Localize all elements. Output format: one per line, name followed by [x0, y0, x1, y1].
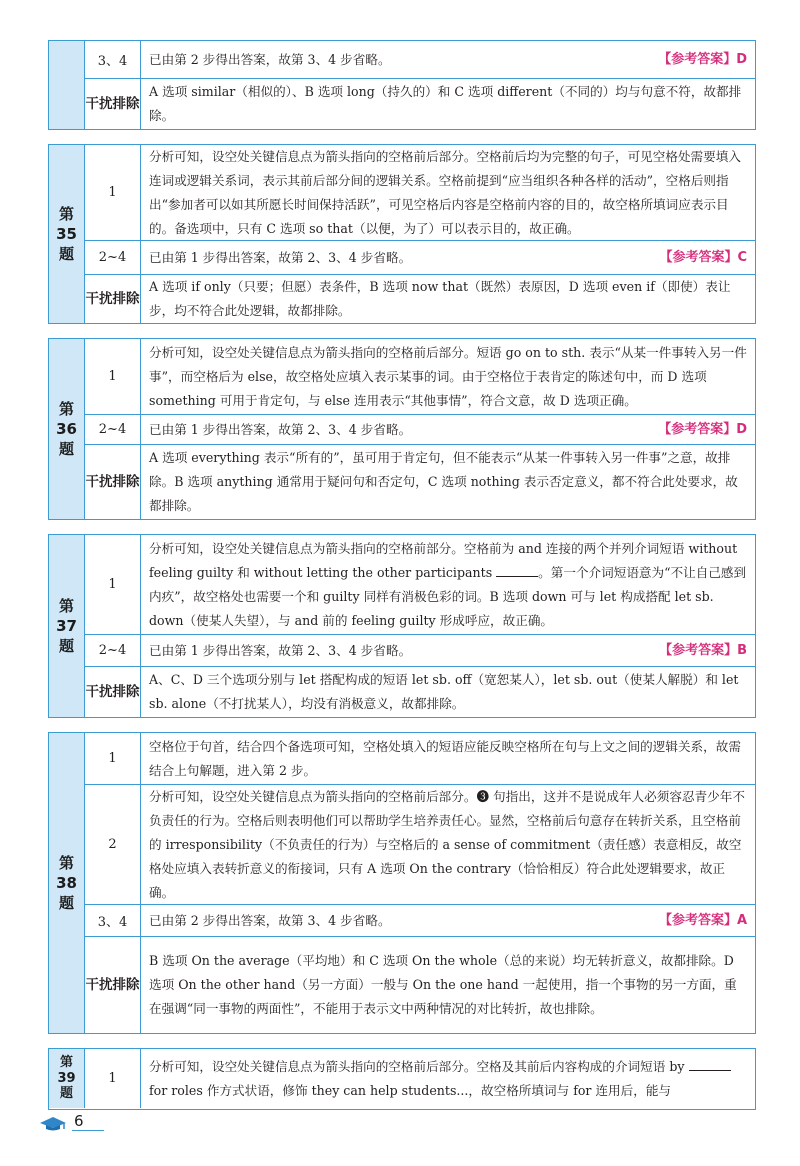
reference-answer: 【参考答案】B	[659, 642, 747, 658]
question-label: 第 36 题	[49, 339, 85, 519]
distractor-label: 干扰排除	[85, 667, 141, 717]
question-block-39	[48, 1048, 756, 1110]
step-cell: 3、4	[85, 905, 141, 937]
question-label: 第 35 题	[49, 145, 85, 323]
step-text: 已由第 2 步得出答案，故第 3、4 步省略。 【参考答案】A	[141, 905, 755, 937]
question-label	[49, 41, 85, 129]
distractor-text: A、C、D 三个选项分别与 let 搭配构成的短语 let sb. off（宽恕某人），let sb. out（使某人解脱）和 let sb. alone（不打扰某人），均没有消极意义，故都排除。	[149, 672, 739, 711]
step-cell: 2~4	[85, 635, 141, 667]
question-block-36	[48, 338, 756, 520]
reference-answer: 【参考答案】D	[658, 51, 747, 67]
distractor-label: 干扰排除	[85, 937, 141, 1033]
step-cell: 2	[85, 785, 141, 905]
step-text: 已由第 1 步得出答案，故第 2、3、4 步省略。 【参考答案】C	[141, 241, 755, 275]
step-text: 分析可知，设空处关键信息点为箭头指向的空格前后部分。❸ 句指出，这并不是说成年人必须容忍青少年不负责任的行为。空格后则表明他们可以帮助学生培养责任心。显然，空格前后句意存在转折关系，且空格前的 irresponsibility（不负责任的行为）与空格后的 a sense of commitment（责任感）表意相反，故空格处应填入表转折意义的衔接词，只有 A 选项 On the contrary（恰恰相反）符合此处逻辑要求，故正确。	[141, 785, 755, 905]
question-label: 第 39 题	[49, 1049, 85, 1108]
question-label: 第 37 题	[49, 535, 85, 717]
distractor-text: A 选项 everything 表示“所有的”，虽可用于肯定句，但不能表示“从某一件事转入另一件事”之意，故排除。B 选项 anything 通常用于疑问句和否定句，C 选项 nothing 表示否定意义，都不符合此处要求，故都排除。	[149, 450, 738, 513]
step-cell: 1	[85, 733, 141, 785]
distractor-label: 干扰排除	[85, 79, 141, 129]
answer-blank	[689, 1059, 731, 1071]
step-cell: 2~4	[85, 415, 141, 445]
distractor-text: A 选项 similar（相似的）、B 选项 long（持久的）和 C 选项 different（不同的）均与句意不符，故都排除。	[149, 84, 742, 123]
reference-answer: 【参考答案】A	[658, 912, 747, 928]
graduation-cap-icon	[38, 1115, 68, 1131]
distractor-text: A 选项 if only（只要；但愿）表条件，B 选项 now that（既然）表原因，D 选项 even if（即使）表让步，均不符合此处逻辑，故都排除。	[149, 279, 731, 318]
reference-answer: 【参考答案】C	[659, 249, 747, 265]
step-cell: 1	[85, 1049, 141, 1108]
step-text: 分析可知，设空处关键信息点为箭头指向的空格前后部分。短语 go on to sth. 表示“从某一件事转入另一件事”，而空格后为 else，故空格处应填入表示某事的词。由于空格位于表肯定的陈述句中，而 D 选项 something 可用于肯定句，与 else 连用表示“其他事情”，符合文意，故 D 选项正确。	[141, 339, 755, 415]
step-cell: 2~4	[85, 241, 141, 275]
step-text: 分析可知，设空处关键信息点为箭头指向的空格前后部分。空格前后均为完整的句子，可见空格处需要填入连词或逻辑关系词，表示其前后部分间的逻辑关系。空格前提到“应当组织各种各样的活动”，空格后则指出“参加者可以如其所愿长时间保持活跃”，可见空格后内容是空格前内容的目的，故空格所填词应表示目的。备选项中，只有 C 选项 so that（以便，为了）可以表示目的，故正确。	[141, 145, 755, 241]
question-block-37	[48, 534, 756, 718]
step-cell: 1	[85, 535, 141, 635]
page-number: 6	[72, 1112, 104, 1131]
step-text: 已由第 1 步得出答案，故第 2、3、4 步省略。 【参考答案】D	[141, 415, 755, 445]
step-text	[141, 41, 755, 79]
step-text: 空格位于句首，结合四个备选项可知，空格处填入的短语应能反映空格所在句与上文之间的逻辑关系，故需结合上句解题，进入第 2 步。	[141, 733, 755, 785]
distractor-label: 干扰排除	[85, 275, 141, 323]
step-cell: 1	[85, 145, 141, 241]
question-block-35	[48, 144, 756, 324]
step-text-content: 已由第 2 步得出答案，故第 3、4 步省略。	[149, 51, 391, 67]
step-text: 已由第 1 步得出答案，故第 2、3、4 步省略。 【参考答案】B	[141, 635, 755, 667]
step-text: 分析可知，设空处关键信息点为箭头指向的空格前部分。空格前为 and 连接的两个并列介词短语 without feeling guilty 和 without letting the other participants 。第一个介词短语意为“不让自己感到内疚”，故空格处也需要一个和 guilty 同样有消极色彩的词。B 选项 down 可与 let 构成搭配 let sb. down（使某人失望），与 and 前的 feeling guilty 形成呼应，故正确。	[141, 535, 755, 635]
step-cell: 1	[85, 339, 141, 415]
question-block-38	[48, 732, 756, 1034]
distractor-text: B 选项 On the average（平均地）和 C 选项 On the whole（总的来说）均无转折意义，故都排除。D 选项 On the other hand（另一方面）一般与 On the one hand 一起使用，指一个事物的另一方面，重在强调“同一事物的两面性”，不能用于表示文中两种情况的对比转折，故也排除。	[149, 953, 737, 1016]
question-block-continued	[48, 40, 756, 130]
page-footer	[38, 1112, 104, 1131]
step-text: 分析可知，设空处关键信息点为箭头指向的空格前后部分。空格及其前后内容构成的介词短语 by for roles 作方式状语，修饰 they can help students...，故空格所填词与 for 连用后，能与	[141, 1049, 755, 1108]
reference-answer: 【参考答案】D	[658, 421, 747, 437]
step-cell: 3、4	[85, 41, 141, 79]
distractor-label: 干扰排除	[85, 445, 141, 519]
answer-blank	[496, 565, 538, 577]
question-label: 第 38 题	[49, 733, 85, 1033]
